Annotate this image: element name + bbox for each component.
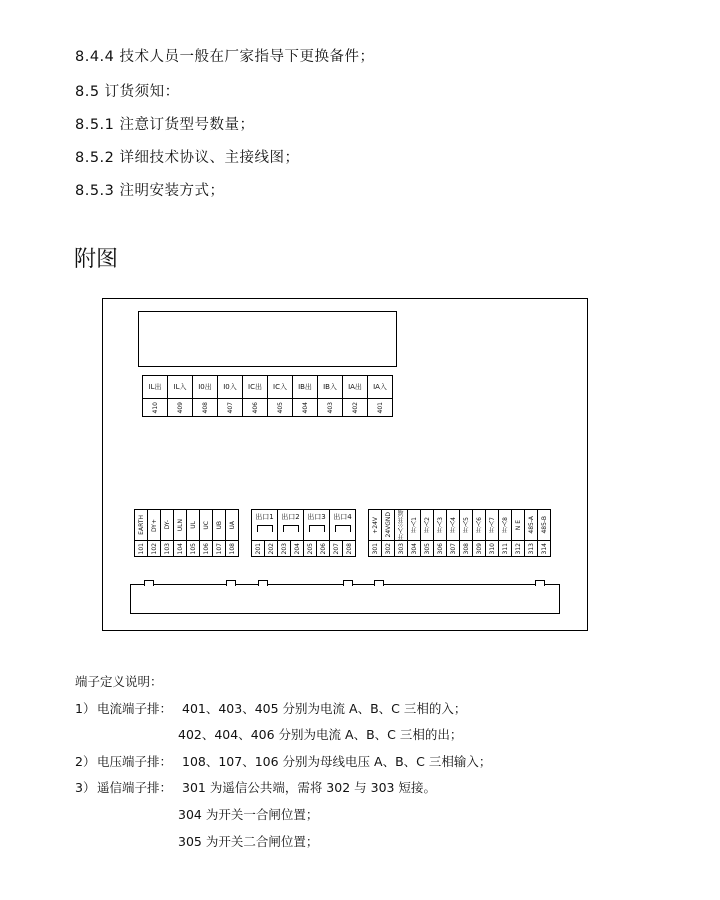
connector-notch [374, 580, 384, 586]
voltage-terminal-name-label: UC [202, 520, 210, 530]
appendix-heading: 附图 [74, 247, 119, 272]
relay-contact-icon [257, 525, 273, 532]
current-terminal-number [318, 399, 343, 416]
signal-terminal-number [408, 541, 421, 556]
current-terminal-name [318, 376, 343, 398]
note-2-label: 电压端子排： [97, 754, 173, 769]
current-terminal-number [193, 399, 218, 416]
signal-terminal-name [369, 510, 382, 540]
voltage-terminal-number-label: 102 [150, 542, 158, 555]
signal-terminal-name [382, 510, 395, 540]
signal-terminal-number-label: 307 [449, 542, 457, 555]
current-terminal-name [368, 376, 393, 398]
signal-terminal-number [525, 541, 538, 556]
signal-terminal-name-label: 开入7 [488, 517, 496, 533]
output-terminal-number-label: 207 [332, 542, 340, 555]
signal-terminal-name [499, 510, 512, 540]
signal-terminal-name-label: 开入公共端 [397, 510, 405, 540]
note-3-number: 3） [75, 780, 96, 795]
current-terminal-number-label: 401 [376, 401, 384, 414]
signal-terminal-number [421, 541, 434, 556]
signal-terminal-number-label: 312 [514, 542, 522, 555]
doc-line-1: 8.4.4 技术人员一般在厂家指导下更换备件； [75, 49, 375, 65]
signal-terminal-number [447, 541, 460, 556]
signal-terminal-name [434, 510, 447, 540]
signal-terminal-name [408, 510, 421, 540]
voltage-terminal-name-label: EARTH [137, 515, 145, 535]
relay-contact-icon [283, 525, 299, 532]
voltage-terminal-number-label: 104 [176, 542, 184, 555]
voltage-terminal-number [161, 541, 174, 556]
signal-terminal-number-label: 308 [462, 542, 470, 555]
connector-notch [226, 580, 236, 586]
current-terminal-number [343, 399, 368, 416]
note-1-line-2: 402、404、406 分别为电流 A、B、C 三相的出； [178, 727, 463, 742]
output-terminal-number [343, 541, 356, 556]
signal-terminal-number [382, 541, 395, 556]
note-3-line-3: 305 为开关二合闸位置； [178, 834, 319, 849]
current-terminal-number-label: 407 [226, 401, 234, 414]
connector-notch [343, 580, 353, 586]
notes-title: 端子定义说明： [75, 674, 163, 689]
signal-terminal-name [421, 510, 434, 540]
current-terminal-name-label: IC出 [248, 383, 262, 391]
current-terminal-name-label: IB入 [323, 383, 337, 391]
output-relay-group [278, 510, 304, 540]
signal-terminal-number [538, 541, 551, 556]
current-terminal-number [243, 399, 268, 416]
signal-terminal-name [395, 510, 408, 540]
connector-notch [144, 580, 154, 586]
voltage-terminal-number [135, 541, 148, 556]
relay-contact-icon [309, 525, 325, 532]
current-terminal-name [193, 376, 218, 398]
voltage-terminal-name-label: ULN [176, 518, 184, 532]
voltage-terminal-number [226, 541, 239, 556]
note-3-line-2: 304 为开关一合闸位置； [178, 807, 319, 822]
current-terminal-name [293, 376, 318, 398]
current-terminal-number [293, 399, 318, 416]
output-terminal-block [251, 509, 356, 557]
voltage-terminal-number [174, 541, 187, 556]
voltage-terminal-number-label: 108 [228, 542, 236, 555]
voltage-terminal-name-label: DY+ [150, 518, 158, 532]
note-1-label: 电流端子排： [97, 701, 173, 716]
output-terminal-number-label: 202 [267, 542, 275, 555]
current-terminal-name [343, 376, 368, 398]
signal-terminal-block [368, 509, 551, 557]
signal-terminal-number-label: 305 [423, 542, 431, 555]
output-relay-label: 出口1 [255, 513, 274, 521]
relay-contact-icon [335, 525, 351, 532]
signal-terminal-name-label: +24V [371, 516, 379, 534]
signal-terminal-name-label: 开入1 [410, 517, 418, 533]
signal-terminal-number-label: 306 [436, 542, 444, 555]
output-terminal-number-label: 204 [293, 542, 301, 555]
wiring-diagram [102, 298, 588, 631]
note-2-number: 2） [75, 754, 96, 769]
voltage-terminal-name [135, 510, 148, 540]
doc-line-5: 8.5.3 注明安装方式； [75, 183, 225, 199]
signal-terminal-number-label: 310 [488, 542, 496, 555]
voltage-terminal-name [200, 510, 213, 540]
current-terminal-block [142, 375, 393, 417]
bottom-connector [130, 584, 560, 614]
signal-terminal-name [447, 510, 460, 540]
output-relay-label: 出口4 [333, 513, 352, 521]
signal-terminal-number [369, 541, 382, 556]
doc-line-2: 8.5 订货须知： [75, 84, 180, 100]
signal-terminal-name [460, 510, 473, 540]
output-relay-label: 出口3 [307, 513, 326, 521]
current-terminal-name [243, 376, 268, 398]
signal-terminal-number [434, 541, 447, 556]
signal-terminal-number-label: 301 [371, 542, 379, 555]
output-terminal-number [304, 541, 317, 556]
voltage-terminal-name [187, 510, 200, 540]
output-terminal-number-label: 206 [319, 542, 327, 555]
note-1-number: 1） [75, 701, 96, 716]
signal-terminal-name-label: 485-A [527, 516, 535, 534]
connector-notch [535, 580, 545, 586]
current-terminal-number [143, 399, 168, 416]
signal-terminal-name [538, 510, 551, 540]
current-terminal-number-label: 403 [326, 401, 334, 414]
voltage-terminal-number [213, 541, 226, 556]
current-terminal-name [268, 376, 293, 398]
current-terminal-name [218, 376, 243, 398]
current-terminal-number [368, 399, 393, 416]
signal-terminal-number-label: 313 [527, 542, 535, 555]
signal-terminal-number-label: 302 [384, 542, 392, 555]
voltage-terminal-number-label: 101 [137, 542, 145, 555]
note-1-line-1: 401、403、405 分别为电流 A、B、C 三相的入； [182, 701, 467, 716]
signal-terminal-number [499, 541, 512, 556]
voltage-terminal-name-label: UA [228, 520, 236, 530]
current-terminal-name-label: IL入 [173, 383, 187, 391]
output-terminal-number [252, 541, 265, 556]
signal-terminal-number [473, 541, 486, 556]
output-terminal-number [278, 541, 291, 556]
voltage-terminal-number-label: 107 [215, 542, 223, 555]
signal-terminal-name-label: 485-B [540, 516, 548, 534]
output-terminal-number-label: 203 [280, 542, 288, 555]
current-terminal-number-label: 409 [176, 401, 184, 414]
signal-terminal-number-label: 311 [501, 542, 509, 555]
current-terminal-name [168, 376, 193, 398]
signal-terminal-number-label: 304 [410, 542, 418, 555]
output-terminal-number [291, 541, 304, 556]
output-relay-label: 出口2 [281, 513, 300, 521]
output-relay-group [252, 510, 278, 540]
signal-terminal-name-label: 24VGND [384, 512, 392, 538]
signal-terminal-name-label: 开入3 [436, 517, 444, 533]
signal-terminal-name [486, 510, 499, 540]
current-terminal-number [168, 399, 193, 416]
display-window [138, 311, 397, 367]
output-terminal-number-label: 205 [306, 542, 314, 555]
voltage-terminal-name-label: UL [189, 521, 197, 529]
voltage-terminal-number [200, 541, 213, 556]
note-2-line-1: 108、107、106 分别为母线电压 A、B、C 三相输入； [182, 754, 492, 769]
current-terminal-number-label: 404 [301, 401, 309, 414]
signal-terminal-name-label: 开入6 [475, 517, 483, 533]
current-terminal-number [218, 399, 243, 416]
current-terminal-name-label: IA入 [373, 383, 387, 391]
voltage-terminal-number-label: 103 [163, 542, 171, 555]
output-terminal-number [265, 541, 278, 556]
output-relay-group [330, 510, 356, 540]
voltage-terminal-name [226, 510, 239, 540]
signal-terminal-number-label: 309 [475, 542, 483, 555]
signal-terminal-number-label: 303 [397, 542, 405, 555]
signal-terminal-name-label: 开入2 [423, 517, 431, 533]
signal-terminal-number [486, 541, 499, 556]
voltage-terminal-name-label: DY- [163, 520, 171, 530]
output-terminal-number [330, 541, 343, 556]
output-terminal-number-label: 201 [254, 542, 262, 555]
doc-line-3: 8.5.1 注意订货型号数量； [75, 117, 255, 133]
voltage-terminal-name [148, 510, 161, 540]
current-terminal-number-label: 406 [251, 401, 259, 414]
voltage-terminal-number [148, 541, 161, 556]
current-terminal-name [143, 376, 168, 398]
signal-terminal-number [512, 541, 525, 556]
voltage-terminal-name-label: UB [215, 520, 223, 530]
note-3-line-1: 301 为遥信公共端，需将 302 与 303 短接。 [182, 780, 436, 795]
voltage-terminal-name [213, 510, 226, 540]
doc-line-4: 8.5.2 详细技术协议、主接线图； [75, 150, 300, 166]
current-terminal-name-label: I0入 [223, 383, 237, 391]
current-terminal-name-label: IL出 [148, 383, 162, 391]
current-terminal-number-label: 408 [201, 401, 209, 414]
signal-terminal-name-label: 开入5 [462, 517, 470, 533]
current-terminal-name-label: I0出 [198, 383, 212, 391]
signal-terminal-number [395, 541, 408, 556]
signal-terminal-name [512, 510, 525, 540]
signal-terminal-number-label: 314 [540, 542, 548, 555]
voltage-terminal-number [187, 541, 200, 556]
current-terminal-number-label: 405 [276, 401, 284, 414]
note-3-label: 遥信端子排： [97, 780, 173, 795]
signal-terminal-number [460, 541, 473, 556]
output-terminal-number [317, 541, 330, 556]
current-terminal-name-label: IC入 [273, 383, 287, 391]
voltage-terminal-number-label: 106 [202, 542, 210, 555]
signal-terminal-name-label: N E [514, 519, 522, 531]
connector-notch [258, 580, 268, 586]
voltage-terminal-number-label: 105 [189, 542, 197, 555]
signal-terminal-name-label: 开入4 [449, 517, 457, 533]
current-terminal-number [268, 399, 293, 416]
signal-terminal-name [473, 510, 486, 540]
voltage-terminal-name [161, 510, 174, 540]
signal-terminal-name [525, 510, 538, 540]
current-terminal-number-label: 410 [151, 401, 159, 414]
current-terminal-name-label: IB出 [298, 383, 312, 391]
signal-terminal-name-label: 开入8 [501, 517, 509, 533]
output-terminal-number-label: 208 [345, 542, 353, 555]
output-relay-group [304, 510, 330, 540]
voltage-terminal-name [174, 510, 187, 540]
current-terminal-name-label: IA出 [348, 383, 362, 391]
voltage-terminal-block [134, 509, 239, 557]
current-terminal-number-label: 402 [351, 401, 359, 414]
